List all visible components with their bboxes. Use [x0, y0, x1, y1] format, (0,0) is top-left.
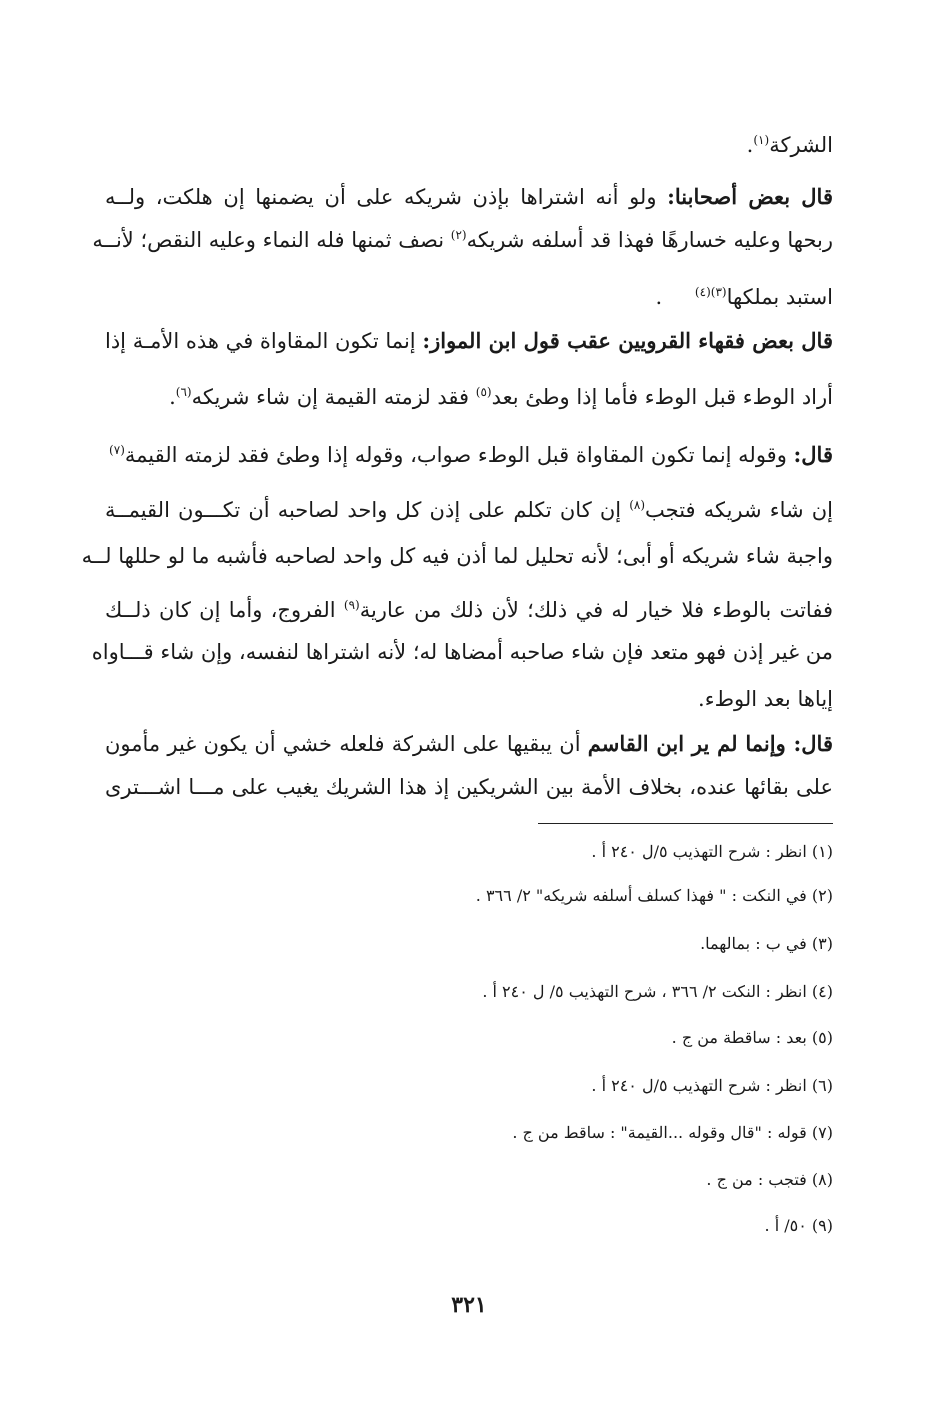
page-number: ٣٢١	[451, 1292, 487, 1318]
text-line-11	[91, 637, 833, 667]
line-10-text-b: الفروج، وأما إن كان ذلــك	[105, 598, 336, 622]
footnote-8: (٨) فتجب : من ج .	[706, 1170, 833, 1189]
text-line-12	[105, 684, 833, 714]
footnote-7: (٧) قوله : "قال وقوله ...القيمة" : ساقط من ج .	[512, 1123, 833, 1142]
text-line-14	[105, 772, 833, 802]
line-6-period: .	[169, 385, 176, 409]
line-6-text-a: أراد الوطء قبل الوطء فأما إذا وطئ بعد	[491, 385, 833, 409]
text-line-8	[105, 495, 833, 525]
line-2-text: ولو أنه اشتراها بإذن شريكه على أن يضمنها إن هلكت، ولــه	[105, 185, 657, 209]
line-10-text-a: ففاتت بالوطء فلا خيار له في ذلك؛ لأن ذلك من عارية	[359, 598, 833, 622]
paragraph-lead-ashabina: قال بعض أصحابنا:	[667, 184, 833, 209]
text-line-7	[105, 440, 833, 470]
line-8-text-b: إن كان تكلم على إذن كل واحد لصاحبه أن تكـــون القيمــة	[105, 498, 622, 522]
text-line-6	[105, 382, 833, 412]
line-3-text-a: ربحها وعليه خسارهًا فهذا قد أسلفه شريكه	[466, 228, 833, 252]
text-line-13	[105, 729, 833, 759]
footnote-separator	[538, 823, 833, 824]
line-3-text-b: نصف ثمنها فله النماء وعليه النقص؛ لأنــه	[92, 228, 445, 252]
line-4-text: استبد بملكها	[726, 285, 833, 309]
line-8-text-a: إن شاء شريكه فتجب	[645, 498, 833, 522]
footnote-6: (٦) انظر : شرح التهذيب ٥/ل ٢٤٠ أ .	[591, 1076, 833, 1095]
line-7-text: وقوله إنما تكون المقاواة قبل الوطء صواب، وقوله إذا وطئ فقد لزمته القيمة	[124, 443, 787, 467]
line-12-text: إياها بعد الوطء.	[698, 687, 833, 711]
footnote-3: (٣) في ب : بمالهما.	[700, 934, 833, 953]
footnote-ref-3-4: (٣)(٤)	[694, 285, 727, 299]
footnote-4: (٤) انظر : النكت ٢/ ٣٦٦ ، شرح التهذيب ٥/ ل ٢٤٠ أ .	[482, 982, 833, 1001]
text-line-3	[92, 225, 833, 255]
footnote-ref-5: (٥)	[475, 385, 492, 399]
line-9-text: واجبة شاء شريكه أو أبى؛ لأنه تحليل لما أذن فيه كل واحد لصاحبه فأشبه ما لو حللها لــه	[81, 544, 833, 568]
footnote-5: (٥) بعد : ساقطة من ج .	[671, 1028, 833, 1047]
paragraph-lead-ibn-alqasim: قال: وإنما لم ير ابن القاسم	[587, 731, 833, 756]
text-line-1	[105, 130, 833, 160]
line-5-text: إنما تكون المقاواة في هذه الأمـة إذا	[105, 329, 416, 353]
paragraph-lead-qarawiyyin: قال بعض فقهاء القرويين عقب قول ابن المواز:	[422, 328, 833, 353]
footnote-ref-8: (٨)	[629, 498, 646, 512]
footnote-ref-6: (٦)	[175, 385, 192, 399]
footnote-ref-1: (١)	[753, 133, 770, 147]
footnote-2: (٢) في النكت : " فهذا كسلف أسلفه شريكه" ٢/ ٣٦٦ .	[475, 886, 833, 905]
line-14-text: على بقائها عنده، بخلاف الأمة بين الشريكين إذ هذا الشريك يغيب على مـــا اشـــترى	[105, 775, 833, 799]
text-line-2	[105, 182, 833, 212]
text-line-5	[105, 326, 833, 356]
text-line-4	[105, 282, 833, 312]
line-11-text: من غير إذن فهو متعد فإن شاء صاحبه أمضاها له؛ لأنه اشتراها لنفسه، وإن شاء قـــاواه	[91, 640, 833, 664]
line-13-text: أن يبقيها على الشركة فلعله خشي أن يكون غير مأمون	[105, 732, 581, 756]
footnote-1: (١) انظر : شرح التهذيب ٥/ل ٢٤٠ أ .	[591, 842, 833, 861]
line-4-period: .	[655, 285, 663, 309]
footnote-ref-2: (٢)	[450, 228, 467, 242]
footnote-9: (٩) ٥٠/ أ .	[764, 1216, 833, 1235]
line-1-period: .	[746, 133, 754, 157]
footnote-ref-7: (٧)	[109, 443, 125, 457]
line-1-text: الشركة	[769, 133, 833, 157]
line-6-text-b: فقد لزمته القيمة إن شاء شريكه	[191, 385, 470, 409]
text-line-9	[81, 541, 833, 571]
footnote-ref-9: (٩)	[343, 598, 360, 612]
text-line-10	[105, 595, 833, 625]
paragraph-lead-qala-1: قال:	[793, 442, 833, 467]
